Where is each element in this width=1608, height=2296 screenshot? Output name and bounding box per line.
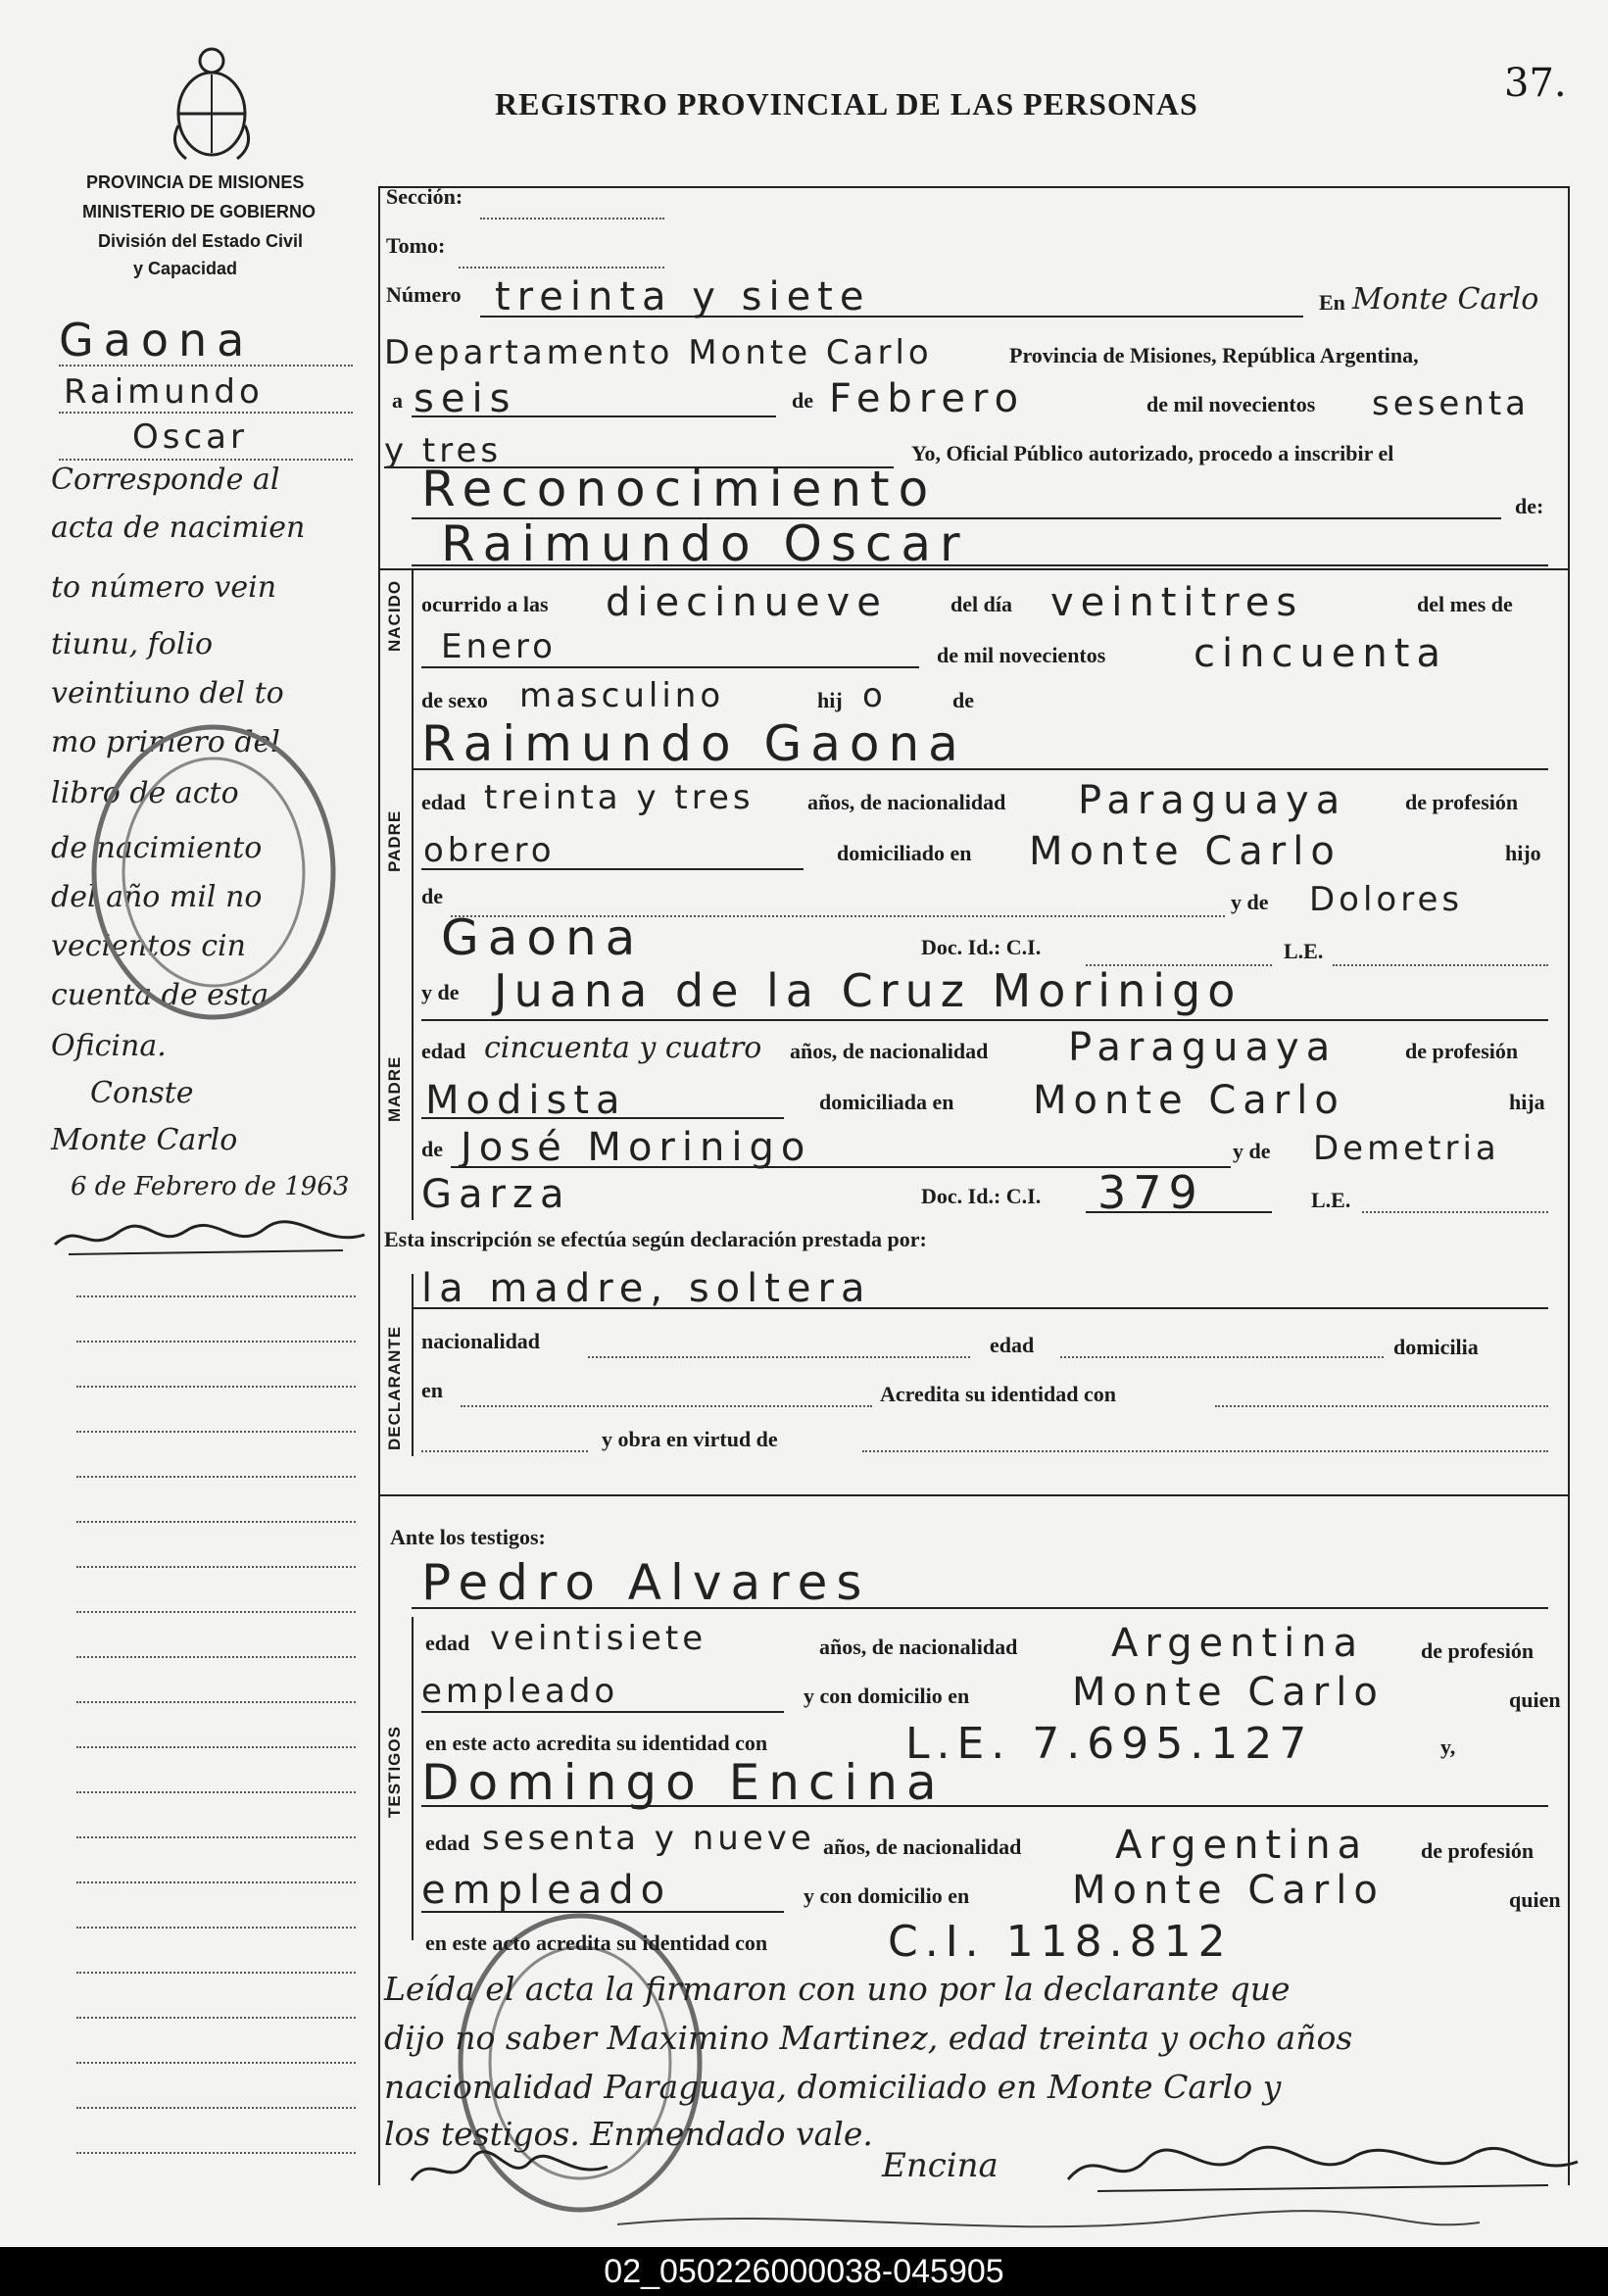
margin-note-line: Conste	[90, 1076, 194, 1110]
margin-rule	[76, 1972, 356, 1974]
label-a: a	[392, 388, 403, 413]
label-acredita: Acredita su identidad con	[880, 1382, 1117, 1406]
mes-nac-line	[421, 666, 919, 668]
label-ante: Ante los testigos:	[390, 1525, 546, 1549]
field-padre-madre-2: Gaona	[441, 909, 645, 966]
margin-rule	[76, 1611, 356, 1613]
dia-line	[412, 415, 776, 417]
coat-of-arms-icon	[165, 37, 259, 165]
margin-surname: Gaona	[59, 314, 255, 366]
section-label-padre: PADRE	[385, 809, 404, 872]
margin-rule	[76, 1521, 356, 1523]
field-acto: Reconocimiento	[421, 461, 938, 517]
field-dia: seis	[414, 376, 517, 421]
declarante-line	[412, 1307, 1548, 1309]
field-padre-nombre: Raimundo Gaona	[421, 715, 967, 772]
label-y-de-2: y de	[421, 980, 460, 1004]
label-le-2: L.E.	[1311, 1188, 1351, 1212]
label-quien: quien	[1509, 1687, 1561, 1712]
margin-rule	[76, 1791, 356, 1793]
margin-rule	[76, 2152, 356, 2154]
margin-rule	[76, 1746, 356, 1748]
margin-rule	[76, 1566, 356, 1568]
frame-top-border	[378, 186, 1568, 188]
field-declarante: la madre, soltera	[421, 1266, 872, 1311]
numero-line	[480, 316, 1303, 318]
frame-left-border	[378, 186, 380, 2185]
field-nombre: Raimundo Oscar	[441, 515, 969, 572]
margin-rule	[76, 1431, 356, 1433]
margin-note-line: 6 de Febrero de 1963	[71, 1172, 350, 1201]
label-domicilio: domicilia	[1393, 1335, 1479, 1359]
margin-rule	[76, 1927, 356, 1929]
margin-note-line: acta de nacimien	[51, 511, 306, 545]
declarante-en-line	[461, 1405, 872, 1407]
margin-signature	[49, 1215, 372, 1260]
field-testigo1-doc: L.E. 7.695.127	[905, 1719, 1314, 1769]
margin-rule	[76, 2062, 356, 2064]
padre-profesion-line	[421, 868, 804, 870]
testigo1-nombre-line	[412, 1607, 1548, 1609]
testigo2-profesion-line	[421, 1911, 784, 1913]
field-mes: Febrero	[829, 376, 1026, 421]
label-anios-nac-3: años, de nacionalidad	[819, 1635, 1018, 1659]
field-testigo1-edad: veintisiete	[490, 1619, 707, 1658]
field-madre-madre-2: Garza	[421, 1172, 571, 1217]
margin-second-name: Oscar	[132, 417, 248, 457]
label-de-2: de	[952, 688, 974, 712]
field-testigo1-nombre: Pedro Alvares	[421, 1554, 871, 1611]
field-padre-nacionalidad: Paraguaya	[1078, 778, 1347, 823]
tomo-line	[459, 267, 664, 269]
padre-le-line	[1333, 964, 1548, 966]
closing-line: nacionalidad Paraguaya, domiciliado en Monte Carlo y	[384, 2068, 1282, 2106]
section-label-testigos: TESTIGOS	[385, 1726, 404, 1818]
label-domiciliada: domiciliada en	[819, 1090, 954, 1114]
label-en-este-acto-2: en este acto acredita su identidad con	[425, 1930, 768, 1955]
signature-flourish	[608, 2205, 1489, 2244]
margin-note-line: libro de acto	[51, 776, 239, 810]
field-padre-edad: treinta y tres	[484, 778, 755, 817]
field-testigo2-profesion: empleado	[421, 1868, 672, 1913]
field-testigo2-doc: C.I. 118.812	[888, 1917, 1233, 1967]
margin-note-line: de nacimiento	[51, 831, 263, 865]
section-label-madre: MADRE	[385, 1055, 404, 1122]
label-en: En	[1319, 290, 1345, 315]
label-doc-id: Doc. Id.: C.I.	[921, 935, 1042, 959]
section-divider	[412, 1274, 414, 1456]
label-hija: hija	[1509, 1090, 1545, 1114]
label-de-sexo: de sexo	[421, 688, 488, 712]
closing-line: Leída el acta la firmaron con uno por la declarante que	[384, 1970, 1291, 2008]
declarante-obra-line-2	[862, 1450, 1548, 1452]
frame-right-border	[1568, 186, 1570, 2185]
closing-line: dijo no saber Maximino Martinez, edad treinta y ocho años	[384, 2019, 1353, 2057]
office-line-1: PROVINCIA DE MISIONES	[86, 172, 305, 192]
margin-note-line: mo primero del	[51, 725, 280, 759]
field-madre-domicilio: Monte Carlo	[1033, 1078, 1345, 1123]
label-edad-3: edad	[990, 1333, 1035, 1357]
margin-rule	[76, 2107, 356, 2109]
field-hora: diecinueve	[606, 580, 888, 625]
label-y-de: y de	[1231, 890, 1269, 914]
label-de-colon: de:	[1515, 494, 1544, 518]
label-doc-id-2: Doc. Id.: C.I.	[921, 1184, 1042, 1208]
margin-note-line: Corresponde al	[51, 463, 280, 497]
testigo1-profesion-line	[421, 1711, 784, 1713]
declarante-nac-line	[588, 1356, 970, 1358]
declarante-edad-line	[1060, 1356, 1384, 1358]
office-line-4: y Capacidad	[133, 259, 238, 278]
document-id-footer: 02_050226000038-045905	[0, 2247, 1608, 2296]
field-madre-padre: José Morinigo	[461, 1125, 812, 1170]
label-de-profesion: de profesión	[1405, 790, 1519, 814]
margin-note-line: veintiuno del to	[51, 676, 284, 710]
section-rule	[378, 1494, 1568, 1496]
margin-note-line: Oficina.	[51, 1029, 167, 1063]
field-madre-ci: 379	[1097, 1166, 1204, 1219]
field-anio-nac: cincuenta	[1194, 631, 1447, 676]
margin-rule	[76, 1881, 356, 1883]
label-edad-4: edad	[425, 1631, 470, 1655]
field-testigo1-profesion: empleado	[421, 1672, 619, 1711]
seccion-line	[480, 218, 664, 220]
closing-line: los testigos. Enmendado vale.	[384, 2115, 873, 2153]
margin-rule	[76, 1701, 356, 1703]
margin-first-name: Raimundo	[64, 372, 264, 412]
margin-rule	[76, 1836, 356, 1838]
padre-nombre-line	[412, 768, 1548, 770]
margin-rule	[76, 2017, 356, 2019]
office-line-2: MINISTERIO DE GOBIERNO	[82, 202, 317, 221]
margin-rule	[59, 459, 353, 461]
label-de-3: de	[421, 884, 443, 908]
label-numero: Número	[386, 282, 462, 307]
label-tomo: Tomo:	[386, 233, 446, 258]
testigo2-nombre-line	[421, 1805, 1548, 1807]
label-de-mil: de mil novecientos	[1146, 392, 1316, 416]
field-testigo2-nacionalidad: Argentina	[1115, 1823, 1369, 1868]
label-yo-oficial: Yo, Oficial Público autorizado, procedo a inscribir el	[911, 441, 1394, 465]
label-del-dia: del día	[950, 592, 1012, 616]
label-de-mil-2: de mil novecientos	[937, 643, 1106, 667]
office-line-3: División del Estado Civil	[98, 231, 304, 251]
field-hijo-sufijo: o	[862, 676, 887, 715]
declarante-obra-line	[421, 1450, 588, 1452]
field-en-lugar: Monte Carlo	[1352, 282, 1539, 317]
label-de-profesion-4: de profesión	[1421, 1838, 1535, 1863]
field-madre-madre: Demetria	[1313, 1129, 1500, 1168]
field-testigo2-edad: sesenta y nueve	[482, 1819, 815, 1858]
field-anio-2: y tres	[384, 431, 503, 470]
signature-witness-encina: Encina	[882, 2146, 999, 2185]
field-sexo: masculino	[519, 676, 725, 715]
margin-rule	[76, 1295, 356, 1297]
label-de: de	[792, 388, 813, 413]
label-le: L.E.	[1284, 939, 1324, 963]
margin-rule	[76, 1476, 356, 1478]
label-de-profesion-3: de profesión	[1421, 1638, 1535, 1663]
label-del-mes: del mes de	[1417, 592, 1513, 616]
field-testigo1-domicilio: Monte Carlo	[1072, 1670, 1385, 1715]
label-seccion: Sección:	[386, 184, 463, 209]
field-padre-madre-1: Dolores	[1309, 880, 1464, 919]
section-label-declarante: DECLARANTE	[385, 1325, 404, 1450]
field-madre-nacionalidad: Paraguaya	[1068, 1025, 1338, 1070]
label-edad: edad	[421, 790, 466, 814]
field-madre-edad: cincuenta y cuatro	[484, 1031, 762, 1065]
field-testigo1-nacionalidad: Argentina	[1111, 1621, 1365, 1666]
label-y-con-domicilio: y con domicilio en	[804, 1684, 970, 1708]
field-madre-profesion: Modista	[425, 1078, 627, 1123]
nombre-line	[412, 564, 1548, 566]
field-departamento: Departamento Monte Carlo	[384, 333, 933, 372]
signature-declarante	[402, 2141, 617, 2200]
margin-rule	[76, 1656, 356, 1658]
margin-note-line: cuenta de esta	[51, 978, 269, 1012]
label-provincia: Provincia de Misiones, República Argentina,	[1009, 343, 1419, 367]
label-obra: y obra en virtud de	[602, 1427, 778, 1451]
label-y-de-3: y de	[1233, 1139, 1271, 1163]
field-padre-domicilio: Monte Carlo	[1029, 829, 1341, 874]
margin-note-line: vecientos cin	[51, 929, 246, 963]
section-divider	[412, 568, 414, 1220]
field-padre-profesion: obrero	[423, 831, 556, 870]
label-de-4: de	[421, 1137, 443, 1161]
margin-rule	[76, 1341, 356, 1343]
page-number: 37.	[1504, 61, 1567, 106]
margin-rule	[59, 412, 353, 414]
field-testigo2-nombre: Domingo Encina	[421, 1754, 946, 1811]
madre-profesion-line	[421, 1117, 784, 1119]
margin-rule	[59, 365, 353, 366]
margin-rule	[76, 1386, 356, 1388]
label-domiciliado: domiciliado en	[837, 841, 972, 865]
label-anios-nac-4: años, de nacionalidad	[823, 1834, 1022, 1859]
field-mes-nac: Enero	[441, 627, 557, 666]
label-nacionalidad: nacionalidad	[421, 1329, 541, 1353]
margin-note-line: del año mil no	[51, 880, 263, 914]
label-anios-nac-2: años, de nacionalidad	[790, 1039, 989, 1063]
label-y-con-domicilio-2: y con domicilio en	[804, 1883, 970, 1908]
signature-official	[1058, 2136, 1587, 2205]
section-divider	[412, 1617, 414, 1940]
label-quien-2: quien	[1509, 1887, 1561, 1912]
madre-le-line	[1362, 1211, 1548, 1213]
document-title: REGISTRO PROVINCIAL DE LAS PERSONAS	[495, 86, 1198, 122]
label-edad-5: edad	[425, 1831, 470, 1855]
label-anios-nac: años, de nacionalidad	[807, 790, 1006, 814]
declarante-acredita-line	[1215, 1405, 1548, 1407]
field-testigo2-domicilio: Monte Carlo	[1072, 1868, 1385, 1913]
field-numero: treinta y siete	[495, 274, 871, 319]
label-de-profesion-2: de profesión	[1405, 1039, 1519, 1063]
label-esta-inscripcion: Esta inscripción se efectúa según declaración prestada por:	[384, 1227, 927, 1251]
field-anio: sesenta	[1372, 384, 1530, 423]
label-hijo-2: hijo	[1505, 841, 1541, 865]
field-dia-nac: veintitres	[1050, 580, 1304, 625]
margin-note-line: to número vein	[51, 570, 277, 605]
madre-nombre-line	[421, 1019, 1548, 1021]
margin-note-line: tiunu, folio	[51, 627, 214, 661]
label-hijo: hij	[817, 688, 843, 712]
label-en-2: en	[421, 1378, 443, 1402]
section-label-nacido: NACIDO	[385, 579, 404, 652]
registry-stamp	[86, 720, 341, 1024]
label-en-este-acto: en este acto acredita su identidad con	[425, 1731, 768, 1755]
label-edad-2: edad	[421, 1039, 466, 1063]
madre-ci-line	[1086, 1211, 1272, 1213]
label-y-comma: y,	[1440, 1734, 1456, 1759]
margin-note-line: Monte Carlo	[51, 1123, 238, 1157]
field-madre-nombre: Juana de la Cruz Morinigo	[494, 964, 1243, 1017]
label-ocurrido: ocurrido a las	[421, 592, 549, 616]
